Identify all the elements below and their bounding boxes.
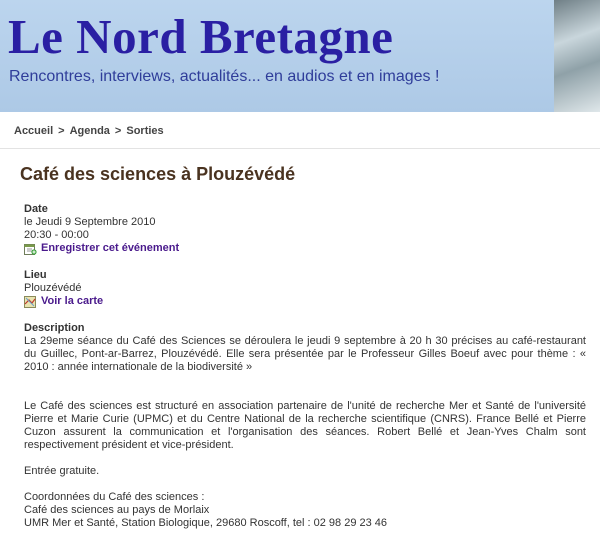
view-map-link[interactable] [24,295,586,308]
place-label: Lieu [24,269,47,281]
contact-line: UMR Mer et Santé, Station Biologique, 29680 Roscoff, tel : 02 98 29 23 46 [24,517,388,529]
contact-block [24,491,586,530]
description-paragraph: Entrée gratuite. [24,465,100,477]
event-details [24,203,586,530]
site-title[interactable]: Le Nord Bretagne [8,9,394,64]
contact-line: Café des sciences au pays de Morlaix [24,504,210,516]
breadcrumb-accueil[interactable]: Accueil [14,125,54,137]
breadcrumb-separator: > [58,125,65,137]
description-paragraph: Le Café des sciences est structuré en association partenaire de l'unité de recherche Mer et Santé de l'université Pierre et Marie Curie (UPMC) et du Centre National de la recherche scientifique (CNRS). France Bellé et Pierre Cuzon assurent la communication et l'organisation des séances. Robert Bellé et Jean-Yves Chalm sont respectivement président et vice-président. [24,400,586,451]
breadcrumb [14,125,164,137]
description-paragraph: La 29eme séance du Café des Sciences se déroulera le jeudi 9 septembre à 20 h 30 précises au café-restaurant du Guillec, Pont-ar-Barrez, Plouzévédé. Elle sera présentée par le Professeur Gilles Boeuf avec pour thème : « 2010 : année internationale de la biodiversité » [24,335,586,373]
register-event-label: Enregistrer cet événement [41,242,180,254]
event-title: Café des sciences à Plouzévédé [20,164,296,184]
site-banner [0,0,600,112]
contact-line: Coordonnées du Café des sciences : [24,491,205,503]
date-value: le Jeudi 9 Septembre 2010 [24,216,156,228]
place-value: Plouzévédé [24,282,82,294]
breadcrumb-sorties[interactable]: Sorties [126,125,164,137]
date-label: Date [24,203,48,215]
description-section [24,322,586,530]
banner-photo [554,0,600,112]
breadcrumb-separator: > [114,125,122,137]
description-label: Description [24,322,85,334]
map-icon [24,296,37,308]
register-event-link[interactable] [24,242,586,255]
date-section [24,203,586,255]
divider [0,148,600,149]
time-value: 20:30 - 00:00 [24,229,89,241]
view-map-label: Voir la carte [41,295,104,307]
calendar-add-icon [24,243,37,255]
site-tagline: Rencontres, interviews, actualités... en audios et en images ! [9,68,440,85]
place-section [24,269,586,308]
breadcrumb-agenda[interactable]: Agenda [69,125,110,137]
